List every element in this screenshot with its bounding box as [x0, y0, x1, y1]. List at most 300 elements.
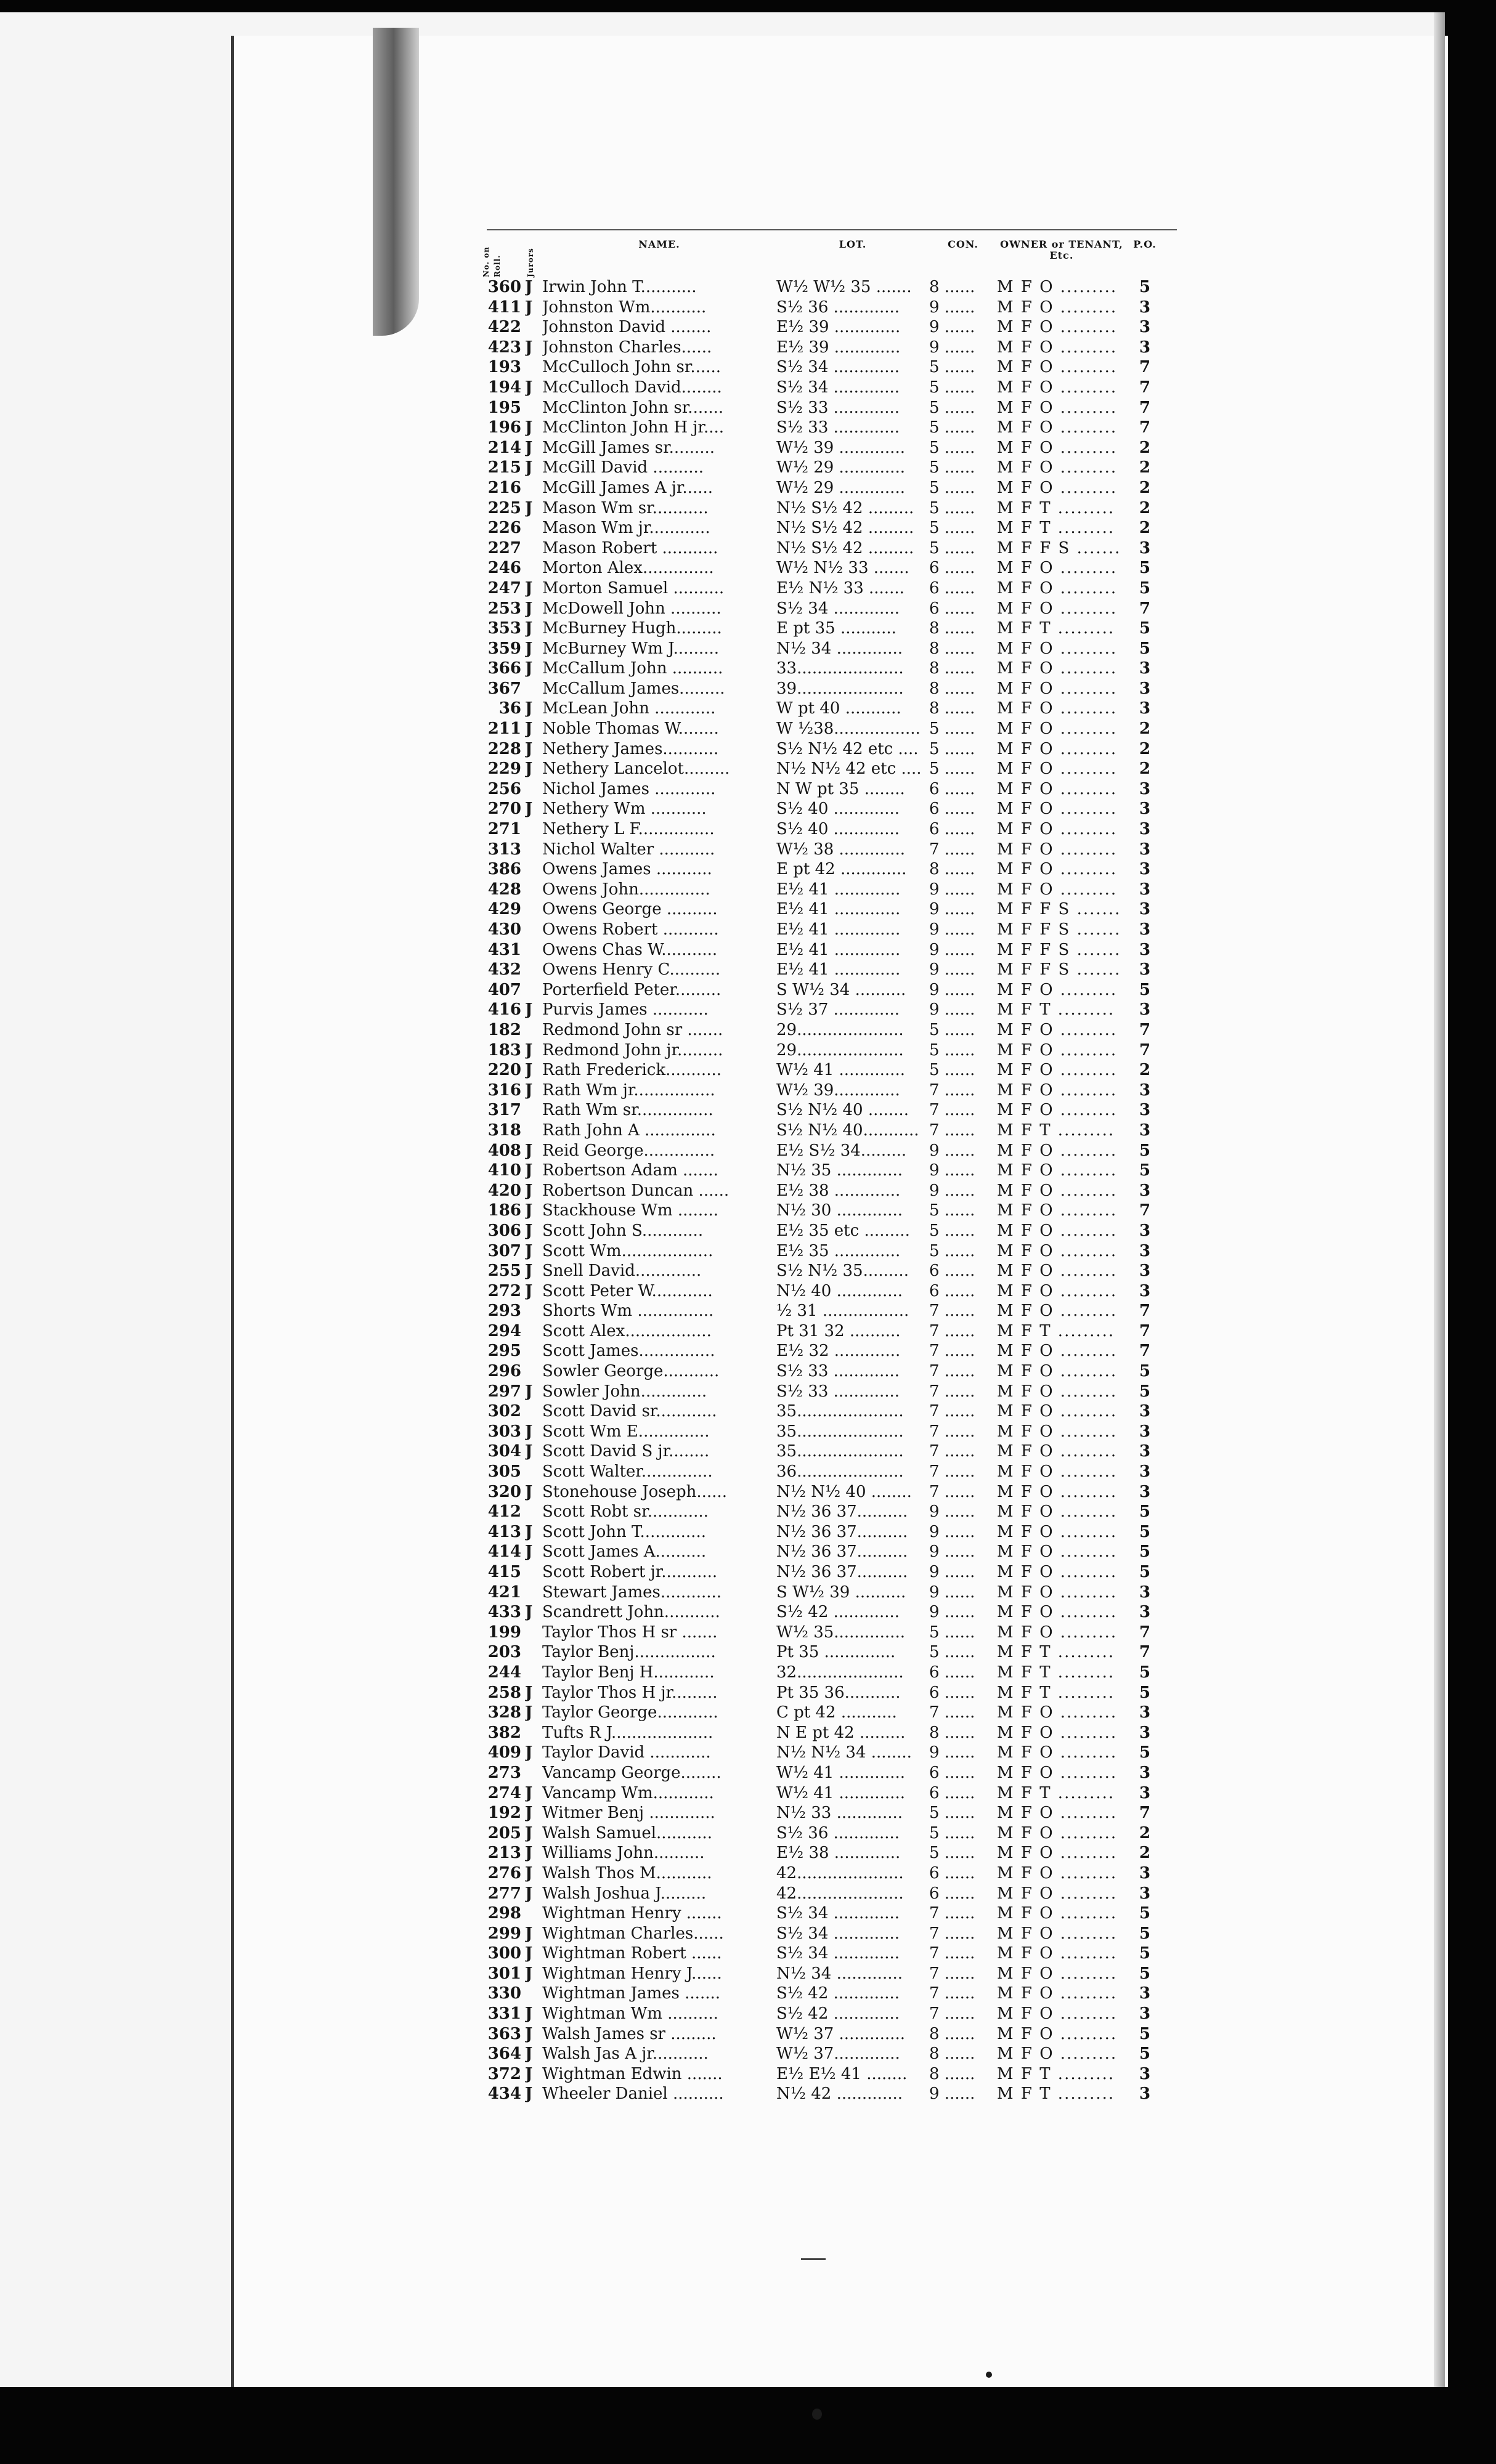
cell-roll-number: 330 — [487, 1984, 521, 2003]
table-row — [481, 1080, 1177, 1101]
cell-post-office: 2 — [1139, 760, 1151, 779]
cell-lot: W½ W½ 35 ....... — [776, 278, 912, 296]
table-row — [481, 1642, 1177, 1663]
cell-juror-mark — [525, 779, 542, 800]
cell-juror-mark — [525, 679, 542, 699]
cell-owner-tenant: M F O ......... — [997, 1844, 1118, 1863]
cell-voter-name: Nichol Walter ........... — [542, 840, 715, 859]
cell-owner-tenant: M F T ......... — [997, 498, 1115, 517]
table-row — [481, 1040, 1177, 1061]
cell-voter-name: Johnston Wm........... — [542, 298, 707, 317]
cell-roll-number: 298 — [487, 1904, 521, 1923]
cell-juror-mark: J — [525, 1201, 533, 1220]
cell-concession: 8 ...... — [929, 860, 975, 879]
table-row — [481, 599, 1177, 619]
cell-post-office: 3 — [1139, 940, 1151, 959]
cell-post-office: 5 — [1139, 578, 1151, 598]
cell-roll-number: 363 — [487, 2024, 521, 2043]
table-header — [481, 239, 1177, 277]
cell-voter-name: McBurney Hugh......... — [542, 619, 722, 638]
cell-lot: S½ 36 ............. — [776, 1823, 900, 1842]
cell-owner-tenant: M F F S ....... — [997, 960, 1121, 979]
table-row — [481, 880, 1177, 900]
cell-roll-number: 226 — [487, 519, 521, 538]
cell-concession: 6 ...... — [929, 578, 975, 598]
cell-concession: 6 ...... — [929, 800, 975, 819]
cell-voter-name: Sowler George........... — [542, 1362, 720, 1381]
table-row — [481, 618, 1177, 639]
cell-roll-number: 271 — [487, 820, 521, 839]
cell-juror-mark: J — [525, 1141, 533, 1160]
cell-concession: 7 ...... — [929, 1302, 975, 1321]
cell-juror-mark: J — [525, 659, 533, 678]
cell-roll-number: 409 — [487, 1743, 521, 1762]
cell-roll-number: 412 — [487, 1502, 521, 1522]
cell-juror-mark — [525, 558, 542, 578]
cell-juror-mark — [525, 1562, 542, 1583]
cell-roll-number: 423 — [487, 338, 521, 357]
cell-voter-name: Reid George.............. — [542, 1141, 715, 1160]
cell-voter-name: Redmond John jr......... — [542, 1040, 723, 1060]
cell-juror-mark: J — [525, 1863, 533, 1882]
paper-sheet — [0, 12, 1445, 2387]
cell-voter-name: Rath John A .............. — [542, 1121, 716, 1140]
cell-concession: 6 ...... — [929, 1663, 975, 1682]
cell-roll-number: 413 — [487, 1522, 521, 1541]
cell-juror-mark: J — [525, 1683, 533, 1702]
cell-owner-tenant: M F O ......... — [997, 1723, 1118, 1742]
cell-owner-tenant: M F O ......... — [997, 398, 1118, 417]
table-row — [481, 518, 1177, 538]
cell-post-office: 5 — [1139, 1362, 1151, 1381]
cell-lot: 29..................... — [776, 1040, 904, 1060]
cell-owner-tenant: M F F S ....... — [997, 920, 1121, 939]
cell-lot: W½ 39............. — [776, 1080, 900, 1100]
cell-lot: S½ 34 ............. — [776, 358, 900, 377]
cell-concession: 5 ...... — [929, 1061, 975, 1080]
cell-owner-tenant: M F O ......... — [997, 2045, 1118, 2064]
cell-owner-tenant: M F O ......... — [997, 2024, 1118, 2043]
cell-post-office: 3 — [1139, 1763, 1151, 1782]
cell-post-office: 3 — [1139, 1402, 1151, 1421]
cell-owner-tenant: M F O ......... — [997, 1262, 1118, 1281]
cell-roll-number: 227 — [487, 538, 521, 557]
cell-voter-name: Taylor Benj H............ — [542, 1663, 715, 1682]
cell-concession: 9 ...... — [929, 1141, 975, 1160]
table-row — [481, 1341, 1177, 1361]
cell-lot: S½ 33 ............. — [776, 418, 900, 437]
cell-owner-tenant: M F O ......... — [997, 1763, 1118, 1782]
cell-concession: 7 ...... — [929, 1944, 975, 1963]
cell-lot: 29..................... — [776, 1020, 904, 1039]
cell-voter-name: Taylor Thos H sr ....... — [542, 1623, 718, 1642]
cell-lot: S½ N½ 40........... — [776, 1121, 919, 1140]
cell-juror-mark: J — [525, 2024, 533, 2043]
cell-lot: N½ 36 37.......... — [776, 1502, 908, 1522]
cell-owner-tenant: M F T ......... — [997, 1663, 1115, 1682]
cell-concession: 8 ...... — [929, 278, 975, 296]
cell-voter-name: McGill James A jr...... — [542, 478, 713, 497]
cell-roll-number: 294 — [487, 1321, 521, 1340]
table-row — [481, 1723, 1177, 1743]
cell-lot: S½ 37 ............. — [776, 1000, 900, 1019]
cell-juror-mark: J — [525, 1221, 533, 1240]
cell-concession: 7 ...... — [929, 1382, 975, 1401]
cell-juror-mark: J — [525, 498, 533, 517]
cell-owner-tenant: M F T ......... — [997, 2085, 1115, 2104]
cell-post-office: 5 — [1139, 1141, 1151, 1160]
cell-post-office: 5 — [1139, 980, 1151, 999]
cell-concession: 7 ...... — [929, 840, 975, 859]
header-po: P.O. — [1133, 238, 1157, 250]
cell-roll-number: 297 — [487, 1382, 521, 1401]
cell-owner-tenant: M F O ......... — [997, 760, 1118, 779]
cell-lot: S½ 42 ............. — [776, 1984, 900, 2003]
cell-concession: 9 ...... — [929, 1743, 975, 1762]
cell-lot: Pt 35 .............. — [776, 1643, 896, 1662]
cell-roll-number: 414 — [487, 1542, 521, 1562]
cell-owner-tenant: M F T ......... — [997, 619, 1115, 638]
table-row — [481, 1141, 1177, 1161]
cell-owner-tenant: M F O ......... — [997, 1884, 1118, 1903]
cell-owner-tenant: M F O ......... — [997, 1482, 1118, 1501]
cell-voter-name: Rath Wm jr................ — [542, 1080, 715, 1100]
cell-roll-number: 305 — [487, 1462, 521, 1481]
cell-voter-name: Wightman Charles...... — [542, 1924, 724, 1943]
cell-voter-name: Witmer Benj ............. — [542, 1804, 715, 1823]
cell-post-office: 7 — [1139, 1040, 1151, 1060]
cell-lot: N½ 36 37.......... — [776, 1522, 908, 1541]
cell-owner-tenant: M F O ......... — [997, 1563, 1118, 1581]
cell-post-office: 3 — [1139, 1583, 1151, 1602]
cell-roll-number: 215 — [487, 458, 521, 477]
cell-post-office: 2 — [1139, 739, 1151, 758]
cell-concession: 6 ...... — [929, 1884, 975, 1903]
table-row — [481, 317, 1177, 338]
cell-voter-name: Scott Robert jr........... — [542, 1563, 718, 1581]
cell-lot: E½ 41 ............. — [776, 900, 901, 919]
cell-owner-tenant: M F O ......... — [997, 1141, 1118, 1160]
cell-lot: E½ N½ 33 ....... — [776, 578, 905, 598]
cell-concession: 8 ...... — [929, 699, 975, 718]
cell-owner-tenant: M F O ......... — [997, 719, 1118, 739]
cell-lot: W½ N½ 33 ....... — [776, 559, 909, 578]
cell-juror-mark: J — [525, 298, 533, 317]
cell-post-office: 5 — [1139, 1382, 1151, 1401]
cell-concession: 7 ...... — [929, 1101, 975, 1120]
cell-lot: N½ N½ 34 ........ — [776, 1743, 912, 1762]
cell-voter-name: Wightman Robert ...... — [542, 1944, 722, 1963]
cell-voter-name: Wightman Henry J...... — [542, 1964, 722, 1983]
cell-voter-name: Scott John T............. — [542, 1522, 706, 1541]
cell-juror-mark: J — [525, 760, 533, 779]
cell-voter-name: Tufts R J.................... — [542, 1723, 713, 1742]
cell-juror-mark: J — [525, 438, 533, 457]
cell-lot: E½ S½ 34......... — [776, 1141, 907, 1160]
cell-owner-tenant: M F O ......... — [997, 1924, 1118, 1943]
cell-post-office: 3 — [1139, 1462, 1151, 1481]
cell-post-office: 3 — [1139, 2004, 1151, 2024]
cell-roll-number: 433 — [487, 1603, 521, 1622]
table-row — [481, 2044, 1177, 2064]
header-jurors: Jurors — [526, 248, 535, 277]
cell-juror-mark: J — [525, 800, 533, 819]
cell-voter-name: Scott James A.......... — [542, 1542, 707, 1562]
cell-lot: S½ 34 ............. — [776, 1924, 900, 1943]
cell-owner-tenant: M F O ......... — [997, 1984, 1118, 2003]
cell-voter-name: Nethery James........... — [542, 739, 719, 758]
cell-owner-tenant: M F O ......... — [997, 1241, 1118, 1260]
cell-concession: 5 ...... — [929, 739, 975, 758]
cell-voter-name: Mason Wm sr........... — [542, 498, 709, 517]
cell-lot: S½ N½ 40 ........ — [776, 1101, 909, 1120]
cell-voter-name: Scott John S............ — [542, 1221, 704, 1240]
table-row — [481, 799, 1177, 819]
cell-roll-number: 192 — [487, 1804, 521, 1823]
cell-owner-tenant: M F O ......... — [997, 318, 1118, 337]
cell-lot: W½ 29 ............. — [776, 458, 905, 477]
cell-post-office: 7 — [1139, 1342, 1151, 1361]
table-row — [481, 1161, 1177, 1181]
cell-lot: 35..................... — [776, 1402, 904, 1421]
cell-post-office: 7 — [1139, 418, 1151, 437]
cell-lot: Pt 31 32 .......... — [776, 1321, 901, 1340]
cell-juror-mark — [525, 980, 542, 1000]
cell-concession: 5 ...... — [929, 378, 975, 397]
cell-post-office: 5 — [1139, 2045, 1151, 2064]
cell-concession: 7 ...... — [929, 1703, 975, 1722]
cell-roll-number: 199 — [487, 1623, 521, 1642]
cell-juror-mark: J — [525, 1040, 533, 1060]
cell-post-office: 7 — [1139, 599, 1151, 618]
table-row — [481, 1000, 1177, 1020]
cell-concession: 6 ...... — [929, 599, 975, 618]
cell-lot: E½ 41 ............. — [776, 880, 901, 899]
cell-juror-mark — [525, 317, 542, 338]
cell-roll-number: 434 — [487, 2085, 521, 2104]
cell-voter-name: Wightman Henry ....... — [542, 1904, 722, 1923]
cell-owner-tenant: M F O ......... — [997, 418, 1118, 437]
cell-post-office: 2 — [1139, 458, 1151, 477]
header-rule — [487, 229, 1177, 230]
cell-roll-number: 372 — [487, 2064, 521, 2083]
cell-concession: 7 ...... — [929, 1904, 975, 1923]
cell-juror-mark: J — [525, 2085, 533, 2104]
cell-post-office: 3 — [1139, 1422, 1151, 1441]
cell-post-office: 3 — [1139, 880, 1151, 899]
table-row — [481, 2084, 1177, 2104]
cell-voter-name: Stackhouse Wm ........ — [542, 1201, 718, 1220]
cell-concession: 9 ...... — [929, 1502, 975, 1522]
cell-juror-mark — [525, 357, 542, 378]
cell-roll-number: 186 — [487, 1201, 521, 1220]
cell-voter-name: Taylor Benj................ — [542, 1643, 716, 1662]
cell-roll-number: 228 — [487, 739, 521, 758]
cell-roll-number: 367 — [487, 679, 521, 698]
cell-post-office: 2 — [1139, 438, 1151, 457]
cell-roll-number: 360 — [487, 278, 521, 296]
cell-post-office: 3 — [1139, 1000, 1151, 1019]
cell-lot: 39..................... — [776, 679, 904, 698]
table-row — [481, 578, 1177, 599]
cell-juror-mark: J — [525, 1944, 533, 1963]
cell-concession: 5 ...... — [929, 1804, 975, 1823]
cell-juror-mark: J — [525, 739, 533, 758]
cell-owner-tenant: M F O ......... — [997, 478, 1118, 497]
cell-voter-name: Nethery Lancelot......... — [542, 760, 730, 779]
cell-owner-tenant: M F O ......... — [997, 1542, 1118, 1562]
table-row — [481, 1261, 1177, 1281]
cell-owner-tenant: M F O ......... — [997, 1161, 1118, 1180]
cell-juror-mark — [525, 1301, 542, 1321]
cell-post-office: 3 — [1139, 1482, 1151, 1501]
cell-voter-name: Owens George .......... — [542, 900, 718, 919]
cell-lot: 36..................... — [776, 1462, 904, 1481]
cell-post-office: 3 — [1139, 338, 1151, 357]
cell-owner-tenant: M F O ......... — [997, 1020, 1118, 1039]
cell-post-office: 3 — [1139, 2064, 1151, 2083]
cell-owner-tenant: M F O ......... — [997, 1944, 1118, 1963]
cell-voter-name: McCulloch David........ — [542, 378, 722, 397]
cell-lot: N½ S½ 42 ......... — [776, 498, 914, 517]
cell-owner-tenant: M F O ......... — [997, 1181, 1118, 1200]
cell-owner-tenant: M F O ......... — [997, 578, 1118, 598]
cell-lot: 32..................... — [776, 1663, 904, 1682]
cell-juror-mark: J — [525, 1161, 533, 1180]
cell-owner-tenant: M F O ......... — [997, 639, 1118, 658]
cell-juror-mark — [525, 1462, 542, 1482]
cell-owner-tenant: M F O ......... — [997, 1964, 1118, 1983]
cell-concession: 6 ...... — [929, 820, 975, 839]
cell-post-office: 3 — [1139, 820, 1151, 839]
cell-concession: 5 ...... — [929, 519, 975, 538]
cell-voter-name: Sowler John............. — [542, 1382, 707, 1401]
cell-voter-name: Wheeler Daniel .......... — [542, 2085, 724, 2104]
cell-concession: 9 ...... — [929, 1603, 975, 1622]
table-row — [481, 980, 1177, 1000]
cell-roll-number: 182 — [487, 1020, 521, 1039]
cell-voter-name: Owens Robert ........... — [542, 920, 719, 939]
table-row — [481, 1843, 1177, 1863]
cell-roll-number: 430 — [487, 920, 521, 939]
cell-concession: 5 ...... — [929, 719, 975, 739]
table-row — [481, 1763, 1177, 1783]
cell-voter-name: Scott Wm E.............. — [542, 1422, 710, 1441]
cell-owner-tenant: M F O ......... — [997, 1402, 1118, 1421]
cell-roll-number: 203 — [487, 1643, 521, 1662]
cell-owner-tenant: M F T ......... — [997, 1683, 1115, 1702]
cell-juror-mark: J — [525, 1080, 533, 1100]
cell-post-office: 5 — [1139, 1924, 1151, 1943]
cell-voter-name: Taylor George............ — [542, 1703, 718, 1722]
cell-voter-name: Vancamp Wm............ — [542, 1783, 714, 1802]
cell-roll-number: 193 — [487, 358, 521, 377]
cell-lot: W½ 29 ............. — [776, 478, 905, 497]
cell-voter-name: Nethery L F............... — [542, 820, 715, 839]
cell-lot: N½ 42 ............. — [776, 2085, 903, 2104]
cell-post-office: 5 — [1139, 1944, 1151, 1963]
cell-roll-number: 295 — [487, 1342, 521, 1361]
cell-owner-tenant: M F O ......... — [997, 1281, 1118, 1300]
cell-lot: S W½ 39 .......... — [776, 1583, 906, 1602]
cell-post-office: 3 — [1139, 1281, 1151, 1300]
cell-owner-tenant: M F O ......... — [997, 1522, 1118, 1541]
cell-roll-number: 220 — [487, 1061, 521, 1080]
cell-concession: 5 ...... — [929, 418, 975, 437]
table-row — [481, 1241, 1177, 1262]
cell-voter-name: Owens James ........... — [542, 860, 712, 879]
cell-concession: 9 ...... — [929, 980, 975, 999]
cell-post-office: 5 — [1139, 1964, 1151, 1983]
table-row — [481, 298, 1177, 318]
cell-concession: 9 ...... — [929, 1583, 975, 1602]
cell-concession: 7 ...... — [929, 1482, 975, 1501]
cell-concession: 5 ...... — [929, 1823, 975, 1842]
cell-post-office: 5 — [1139, 1663, 1151, 1682]
cell-lot: 35..................... — [776, 1422, 904, 1441]
cell-lot: E pt 42 ............. — [776, 860, 907, 879]
cell-juror-mark: J — [525, 338, 533, 357]
table-row — [481, 1964, 1177, 1984]
cell-owner-tenant: M F O ......... — [997, 820, 1118, 839]
cell-voter-name: Stewart James............ — [542, 1583, 722, 1602]
cell-juror-mark: J — [525, 458, 533, 477]
cell-roll-number: 302 — [487, 1402, 521, 1421]
cell-juror-mark: J — [525, 1522, 533, 1541]
cell-post-office: 5 — [1139, 619, 1151, 638]
cell-voter-name: Nichol James ............ — [542, 779, 716, 798]
cell-juror-mark — [525, 960, 542, 980]
table-row — [481, 1321, 1177, 1342]
cell-owner-tenant: M F T ......... — [997, 1643, 1115, 1662]
cell-concession: 6 ...... — [929, 1783, 975, 1802]
cell-owner-tenant: M F O ......... — [997, 699, 1118, 718]
cell-voter-name: Walsh James sr ......... — [542, 2024, 717, 2043]
cell-roll-number: 247 — [487, 578, 521, 598]
cell-juror-mark — [525, 518, 542, 538]
cell-concession: 9 ...... — [929, 880, 975, 899]
cell-juror-mark — [525, 1663, 542, 1683]
cell-concession: 9 ...... — [929, 900, 975, 919]
cell-lot: N½ 33 ............. — [776, 1804, 903, 1823]
cell-juror-mark: J — [525, 1061, 533, 1080]
cell-post-office: 7 — [1139, 378, 1151, 397]
cell-juror-mark: J — [525, 1482, 533, 1501]
cell-roll-number: 359 — [487, 639, 521, 658]
cell-concession: 8 ...... — [929, 2045, 975, 2064]
header-con: CON. — [948, 238, 978, 250]
table-row — [481, 940, 1177, 960]
cell-concession: 5 ...... — [929, 1020, 975, 1039]
table-row — [481, 779, 1177, 800]
cell-voter-name: Scott Robt sr............ — [542, 1502, 709, 1522]
cell-concession: 9 ...... — [929, 318, 975, 337]
cell-owner-tenant: M F O ......... — [997, 1101, 1118, 1120]
cell-roll-number: 258 — [487, 1683, 521, 1702]
cell-juror-mark — [525, 1903, 542, 1924]
table-row — [481, 920, 1177, 940]
cell-voter-name: Noble Thomas W........ — [542, 719, 719, 739]
torn-page-edge — [373, 28, 419, 336]
cell-voter-name: Morton Alex.............. — [542, 559, 714, 578]
cell-roll-number: 420 — [487, 1181, 521, 1200]
cell-roll-number: 303 — [487, 1422, 521, 1441]
table-row — [481, 538, 1177, 559]
table-row — [481, 418, 1177, 438]
cell-roll-number: 364 — [487, 2045, 521, 2064]
cell-voter-name: Owens Henry C.......... — [542, 960, 721, 979]
cell-post-office: 3 — [1139, 1783, 1151, 1802]
